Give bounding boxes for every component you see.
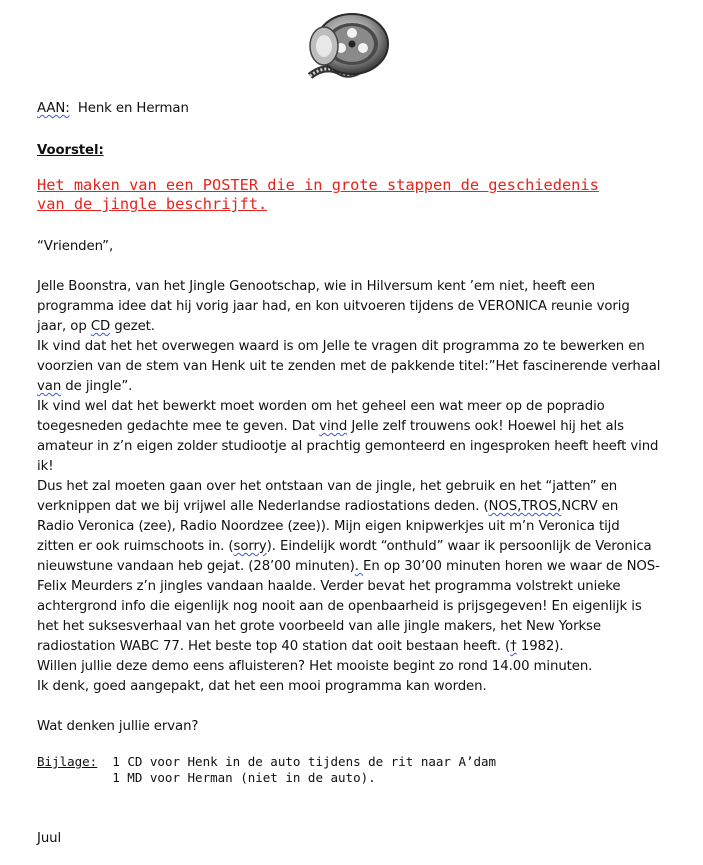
text-line: Dus het zal moeten gaan over het ontstaan van de jingle, het gebruik en het “jatten” en — [37, 479, 618, 494]
paragraph-3 — [37, 397, 687, 477]
signature: Juul — [37, 831, 62, 846]
closing-question: Wat denken jullie ervan? — [37, 719, 199, 734]
text-line: verknippen dat we bij vrijwel alle Nederlandse radiostations deden. ( — [37, 499, 489, 514]
text-line: Ik vind wel dat het bewerkt moet worden om het geheel een wat meer op de popradio — [37, 399, 605, 414]
text-line: programma idee dat hij vorig jaar had, en kon uitvoeren tijdens de VERONICA reunie vorig — [37, 299, 630, 314]
spellcheck-word: sorry — [233, 539, 267, 554]
text-line: En op 30’00 minuten horen we waar de NOS- — [363, 559, 660, 574]
attachment-line-2: 1 MD voor Herman (niet in de auto). — [37, 769, 376, 785]
text-line: radiostation WABC 77. Het beste top 40 station dat ooit bestaan heeft. ( — [37, 639, 511, 654]
proposal-headline — [37, 176, 687, 214]
text-line: Felix Meurders z’n jingles vandaan haalde. Verder bevat het programma volstrekt unieke — [37, 579, 621, 594]
text-line: achtergrond info die eigenlijk nog nooit aan de openbaarheid is prijsgegeven! En eigenlijk is — [37, 599, 642, 614]
text-line: 1982). — [516, 639, 564, 654]
text-line: de jingle”. — [61, 379, 133, 394]
text-line: amateur in z’n eigen zolder studiootje al prachtig gemonteerd en ingesproken heeft heeft vind — [37, 439, 659, 454]
text-line: gezet. — [110, 319, 155, 334]
paragraph-6: Ik denk, goed aangepakt, dat het een mooi programma kan worden. — [37, 679, 487, 694]
spellcheck-word: van — [37, 379, 62, 394]
text-line: nieuwstune vandaan heb gejat. (28’00 minuten) — [37, 559, 355, 574]
text-line: het het suksesverhaal van het grote voorbeeld van alle jingle makers, het New Yorkse — [37, 619, 601, 634]
to-label: AAN: — [37, 101, 70, 116]
text-line: ). Eindelijk wordt “onthuld” waar ik persoonlijk de Veronica — [266, 539, 652, 554]
attachment-block — [37, 754, 687, 785]
dagger-symbol: † — [510, 639, 517, 654]
letter-body — [37, 277, 687, 697]
paragraph-4 — [37, 477, 687, 657]
to-names: Henk en Herman — [77, 101, 189, 116]
headline-line-2: van de jingle beschrijft. — [37, 195, 268, 213]
attachment-label: Bijlage: — [37, 754, 98, 769]
attachment-line-1: 1 CD voor Henk in de auto tijdens de rit naar A’dam — [97, 754, 497, 769]
spellcheck-word: vind — [319, 419, 348, 434]
text-line: zitten er ook ruimschoots in. ( — [37, 539, 234, 554]
spellcheck-word: NOS,TROS, — [488, 499, 562, 514]
text-line: ik! — [37, 459, 54, 474]
paragraph-2 — [37, 337, 687, 397]
text-line: jaar, op — [37, 319, 91, 334]
text-line: voorzien van de stem van Henk uit te zenden met de pakkende titel:”Het fascinerende verhaal — [37, 359, 661, 374]
film-reel-logo — [290, 6, 394, 90]
text-line: Radio Veronica (zee), Radio Noordzee (zee)). Mijn eigen knipwerkjes uit m’n Veronica tijd — [37, 519, 620, 534]
text-line: Ik vind dat het het overwegen waard is om Jelle te vragen dit programma zo te bewerken en — [37, 339, 645, 354]
paragraph-5: Willen jullie deze demo eens afluisteren? Het mooiste begint zo rond 14.00 minuten. — [37, 659, 593, 674]
text-line: NCRV en — [561, 499, 619, 514]
text-line: toegesneden gedachte mee te geven. Dat — [37, 419, 320, 434]
headline-line-1: Het maken van een POSTER die in grote stappen de geschiedenis — [37, 176, 599, 194]
recipient-line — [37, 99, 687, 119]
paragraph-1 — [37, 277, 687, 337]
spellcheck-word: CD — [90, 319, 111, 334]
spellcheck-mark: . — [354, 559, 364, 574]
text-line: Jelle Boonstra, van het Jingle Genootschap, wie in Hilversum kent ’em niet, heeft een — [37, 279, 595, 294]
text-line: Jelle zelf trouwens ook! Hoewel hij het als — [347, 419, 624, 434]
greeting: “Vrienden”, — [37, 239, 114, 254]
proposal-label: Voorstel: — [37, 143, 104, 158]
